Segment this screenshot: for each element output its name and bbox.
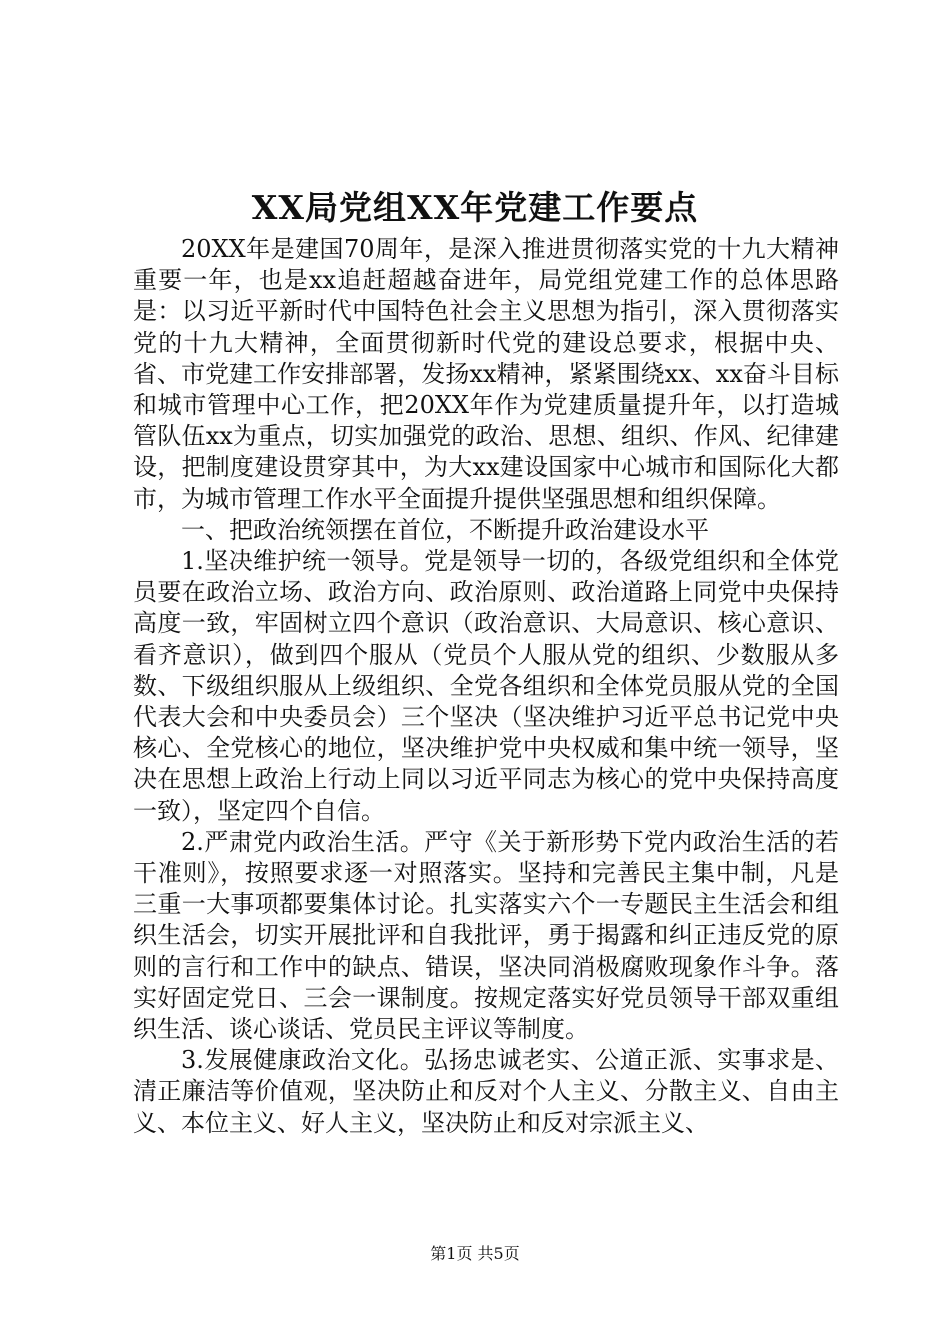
document-body xyxy=(133,234,839,1139)
item-paragraph-2: 2.严肃党内政治生活。严守《关于新形势下党内政治生活的若干准则》，按照要求逐一对照落实。坚持和完善民主集中制，凡是三重一大事项都要集体讨论。扎实落实六个一专题民主生活会和组织生活会，切实开展批评和自我批评，勇于揭露和纠正违反党的原则的言行和工作中的缺点、错误，坚决同消极腐败现象作斗争。落实好固定党日、三会一课制度。按规定落实好党员领导干部双重组织生活、谈心谈话、党员民主评议等制度。 xyxy=(133,827,839,1044)
document-title: XX局党组XX年党建工作要点 xyxy=(251,188,699,227)
intro-paragraph: 20XX年是建国70周年，是深入推进贯彻落实党的十九大精神重要一年，也是xx追赶超越奋进年，局党组党建工作的总体思路是：以习近平新时代中国特色社会主义思想为指引，深入贯彻落实党的十九大精神，全面贯彻新时代党的建设总要求，根据中央、省、市党建工作安排部署，发扬xx精神，紧紧围绕xx、xx奋斗目标和城市管理中心工作，把20XX年作为党建质量提升年，以打造城管队伍xx为重点，切实加强党的政治、思想、组织、作风、纪律建设，把制度建设贯穿其中，为大xx建设国家中心城市和国际化大都市，为城市管理工作水平全面提升提供坚强思想和组织保障。 xyxy=(133,235,839,513)
section-heading-1: 一、把政治统领摆在首位，不断提升政治建设水平 xyxy=(181,515,709,544)
item-paragraph-3: 3.发展健康政治文化。弘扬忠诚老实、公道正派、实事求是、清正廉洁等价值观，坚决防止和反对个人主义、分散主义、自由主义、本位主义、好人主义，坚决防止和反对宗派主义、 xyxy=(133,1046,839,1137)
page-footer: 第1页 共5页 xyxy=(430,1244,520,1263)
item-paragraph-1: 1.坚决维护统一领导。党是领导一切的，各级党组织和全体党员要在政治立场、政治方向、政治原则、政治道路上同党中央保持高度一致，牢固树立四个意识（政治意识、大局意识、核心意识、看齐意识），做到四个服从（党员个人服从党的组织、少数服从多数、下级组织服从上级组织、全党各组织和全体党员服从党的全国代表大会和中央委员会）三个坚决（坚决维护习近平总书记党中央核心、全党核心的地位，坚决维护党中央权威和集中统一领导，坚决在思想上政治上行动上同以习近平同志为核心的党中央保持高度一致），坚定四个自信。 xyxy=(133,547,839,825)
